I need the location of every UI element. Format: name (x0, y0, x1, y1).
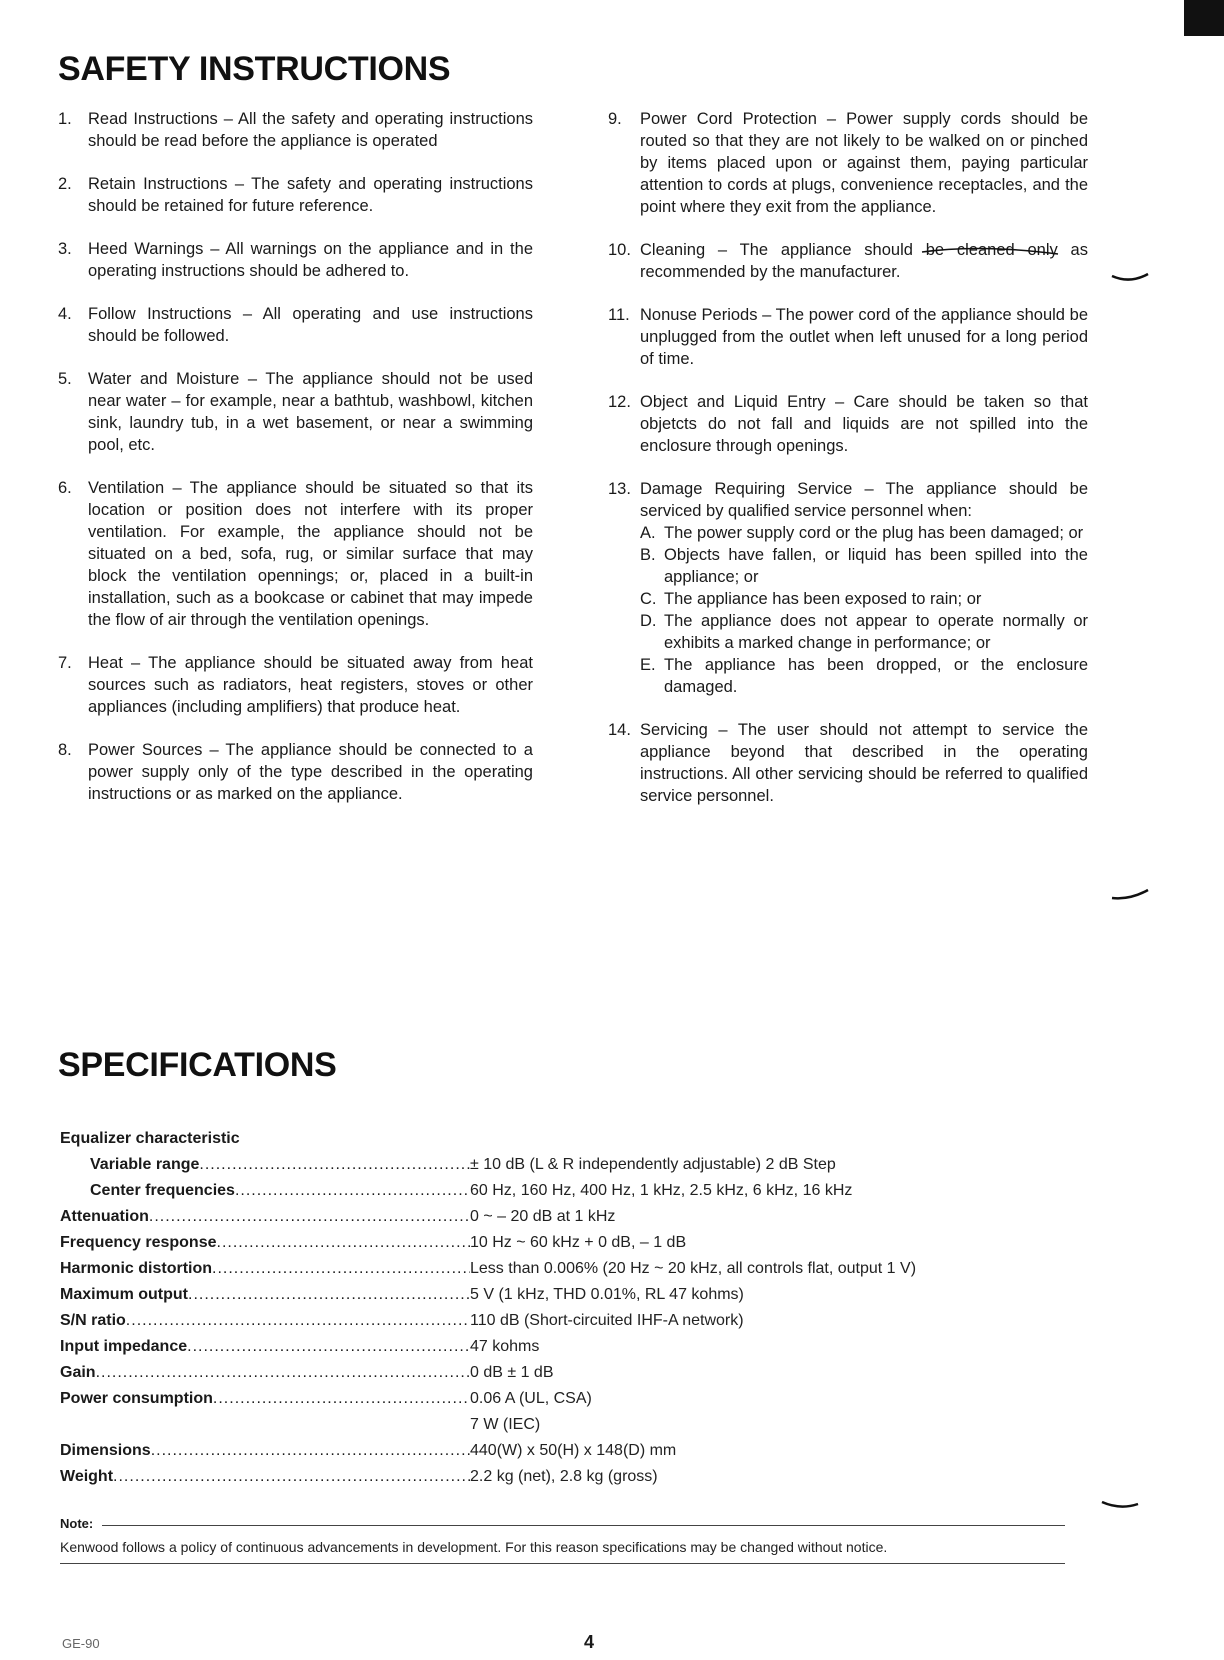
spec-group-label: Equalizer characteristic (60, 1130, 240, 1147)
safety-item (58, 303, 533, 347)
item-number: 3. (58, 240, 72, 258)
spec-value: 0 dB ± 1 dB (470, 1364, 554, 1381)
scan-tick-mark (1110, 888, 1150, 902)
note-text: Kenwood follows a policy of continuous advancements in development. For this reason specifications may be changed without notice. (60, 1539, 888, 1555)
item-number: 5. (58, 370, 72, 388)
item-number: 4. (58, 305, 72, 323)
spec-row (60, 1386, 1020, 1412)
safety-item (58, 368, 533, 456)
item-number: 2. (58, 175, 72, 193)
spec-label-cell (60, 1282, 470, 1308)
sub-letter: D. (640, 612, 657, 630)
sub-text: The power supply cord or the plug has been damaged; or (664, 524, 1084, 542)
spec-row (60, 1282, 1020, 1308)
item-text: Heed Warnings – All warnings on the appliance and in the operating instructions should be adhered to. (88, 240, 533, 280)
safety-left-column (58, 108, 533, 826)
leader-dots (213, 1386, 470, 1412)
leader-dots (187, 1334, 470, 1360)
item-text: Retain Instructions – The safety and operating instructions should be retained for future reference. (88, 175, 533, 215)
sub-item (640, 522, 1088, 544)
safety-right-column (608, 108, 1088, 828)
spec-value: 0 ~ – 20 dB at 1 kHz (470, 1208, 616, 1225)
sub-letter: A. (640, 524, 656, 542)
item-text: Heat – The appliance should be situated away from heat sources such as radiators, heat registers, stoves or other appliances (including amplifiers) that produce heat. (88, 654, 533, 716)
leader-dots (199, 1152, 470, 1178)
safety-title: SAFETY INSTRUCTIONS (58, 50, 451, 88)
spec-value: 110 dB (Short-circuited IHF-A network) (470, 1312, 744, 1329)
item-text: Power Sources – The appliance should be connected to a power supply only of the type described in the operating instructions or as marked on the appliance. (88, 741, 533, 803)
sub-letter: C. (640, 590, 657, 608)
sub-list (640, 522, 1088, 698)
scan-stroke (920, 244, 1060, 256)
item-text: Servicing – The user should not attempt to service the appliance beyond that described in the operating instructions. All other servicing should be referred to qualified service personnel. (640, 721, 1088, 805)
item-text: Damage Requiring Service – The appliance should be serviced by qualified service personnel when: (640, 480, 1088, 520)
spec-value: 0.06 A (UL, CSA) (470, 1390, 592, 1407)
spec-label-cell (60, 1204, 470, 1230)
spec-label-cell (60, 1334, 470, 1360)
safety-item (608, 108, 1088, 218)
safety-item (58, 477, 533, 631)
leader-dots (113, 1464, 470, 1490)
specifications-title: SPECIFICATIONS (58, 1046, 337, 1084)
note-block (60, 1516, 1065, 1564)
safety-item (58, 739, 533, 805)
spec-label-cell (60, 1178, 470, 1204)
scan-tick-mark (1110, 272, 1150, 286)
item-number: 1. (58, 110, 72, 128)
scan-corner-mark (1184, 0, 1224, 36)
spec-row (60, 1204, 1020, 1230)
spec-row (60, 1308, 1020, 1334)
item-text: Follow Instructions – All operating and use instructions should be followed. (88, 305, 533, 345)
spec-label-cell (60, 1256, 470, 1282)
spec-label: Power consumption (60, 1390, 213, 1407)
item-number: 13. (608, 480, 631, 498)
leader-dots (235, 1178, 470, 1204)
item-number: 8. (58, 741, 72, 759)
safety-item (608, 304, 1088, 370)
safety-item (58, 173, 533, 217)
spec-label: S/N ratio (60, 1312, 126, 1329)
spec-row (60, 1152, 1020, 1178)
item-text: Read Instructions – All the safety and operating instructions should be read before the appliance is operated (88, 110, 533, 150)
leader-dots (212, 1256, 470, 1282)
spec-label-cell (60, 1308, 470, 1334)
spec-value: 47 kohms (470, 1338, 540, 1355)
spec-label-cell (60, 1464, 470, 1490)
sub-text: The appliance has been exposed to rain; or (664, 590, 982, 608)
spec-label: Center frequencies (90, 1182, 235, 1199)
safety-item (608, 478, 1088, 698)
item-number: 7. (58, 654, 72, 672)
leader-dots (151, 1438, 470, 1464)
note-rule-bottom (60, 1563, 1065, 1564)
item-number: 12. (608, 393, 631, 411)
item-text: Cleaning – The appliance should be cleaned only as recommended by the manufacturer. (640, 241, 1088, 281)
leader-dots (96, 1360, 470, 1386)
sub-letter: B. (640, 546, 656, 564)
item-number: 9. (608, 110, 622, 128)
safety-item (608, 719, 1088, 807)
spec-label-cell (60, 1360, 470, 1386)
scan-tick-mark (1100, 1498, 1140, 1512)
item-number: 10. (608, 241, 631, 259)
spec-row (60, 1334, 1020, 1360)
item-number: 6. (58, 479, 72, 497)
spec-label: Gain (60, 1364, 96, 1381)
leader-dots (188, 1282, 470, 1308)
sub-text: The appliance has been dropped, or the enclosure damaged. (664, 656, 1088, 696)
item-text: Ventilation – The appliance should be situated so that its location or position does not interfere with its proper ventilation. For example, the appliance should not be situated on a bed, sofa, rug, or similar surface that may block the ventilation opennings; or, placed in a built-in installation, such as a bookcase or cabinet that may impede the flow of air through the ventilation openings. (88, 479, 533, 629)
item-number: 14. (608, 721, 631, 739)
spec-row (60, 1256, 1020, 1282)
sub-letter: E. (640, 656, 656, 674)
leader-dots (149, 1204, 470, 1230)
spec-value: 7 W (IEC) (470, 1416, 541, 1433)
spec-value: ± 10 dB (L & R independently adjustable) 2 dB Step (470, 1156, 836, 1173)
footer-model: GE-90 (62, 1636, 100, 1651)
spec-label: Weight (60, 1468, 114, 1485)
spec-value: 440(W) x 50(H) x 148(D) mm (470, 1442, 677, 1459)
safety-item (58, 238, 533, 282)
note-rule-top (102, 1525, 1065, 1526)
note-label: Note: (60, 1516, 94, 1531)
spec-label: Harmonic distortion (60, 1260, 213, 1277)
sub-item (640, 654, 1088, 698)
spec-value: 5 V (1 kHz, THD 0.01%, RL 47 kohms) (470, 1286, 744, 1303)
spec-row (60, 1438, 1020, 1464)
spec-label: Variable range (90, 1156, 200, 1173)
spec-row (60, 1360, 1020, 1386)
sub-item (640, 544, 1088, 588)
sub-text: The appliance does not appear to operate normally or exhibits a marked change in performance; or (664, 612, 1088, 652)
leader-dots (217, 1230, 471, 1256)
sub-item (640, 588, 1088, 610)
spec-label: Input impedance (60, 1338, 188, 1355)
safety-item (58, 652, 533, 718)
item-text: Nonuse Periods – The power cord of the appliance should be unplugged from the outlet when left unused for a long period of time. (640, 306, 1088, 368)
item-number: 11. (608, 306, 630, 324)
spec-value: 10 Hz ~ 60 kHz + 0 dB, – 1 dB (470, 1234, 687, 1251)
spec-continuation-row (60, 1412, 1020, 1438)
spec-row (60, 1178, 1020, 1204)
safety-item (608, 391, 1088, 457)
spec-label: Dimensions (60, 1442, 151, 1459)
spec-label-cell (60, 1152, 470, 1178)
spec-value: Less than 0.006% (20 Hz ~ 20 kHz, all controls flat, output 1 V) (470, 1260, 917, 1277)
spec-label: Attenuation (60, 1208, 149, 1225)
item-text: Power Cord Protection – Power supply cords should be routed so that they are not likely to be walked on or pinched by items placed upon or against them, paying particular attention to cords at plugs, convenience receptacles, and the point where they exit from the appliance. (640, 110, 1088, 216)
specifications-table (60, 1126, 1020, 1490)
spec-label-cell (60, 1438, 470, 1464)
sub-item (640, 610, 1088, 654)
spec-row (60, 1230, 1020, 1256)
spec-label-cell (60, 1230, 470, 1256)
page-number: 4 (584, 1632, 595, 1652)
spec-label-cell (60, 1386, 470, 1412)
spec-label: Maximum output (60, 1286, 188, 1303)
leader-dots (126, 1308, 470, 1334)
spec-row (60, 1464, 1020, 1490)
spec-label: Frequency response (60, 1234, 217, 1251)
item-text: Water and Moisture – The appliance should not be used near water – for example, near a bathtub, washbowl, kitchen sink, laundry tub, in a wet basement, or near a swimming pool, etc. (88, 370, 533, 454)
safety-item (58, 108, 533, 152)
item-text: Object and Liquid Entry – Care should be taken so that objetcts do not fall and liquids are not spilled into the enclosure through openings. (640, 393, 1088, 455)
sub-text: Objects have fallen, or liquid has been spilled into the appliance; or (664, 546, 1088, 586)
spec-value: 60 Hz, 160 Hz, 400 Hz, 1 kHz, 2.5 kHz, 6 kHz, 16 kHz (470, 1182, 853, 1199)
spec-value: 2.2 kg (net), 2.8 kg (gross) (470, 1468, 658, 1485)
